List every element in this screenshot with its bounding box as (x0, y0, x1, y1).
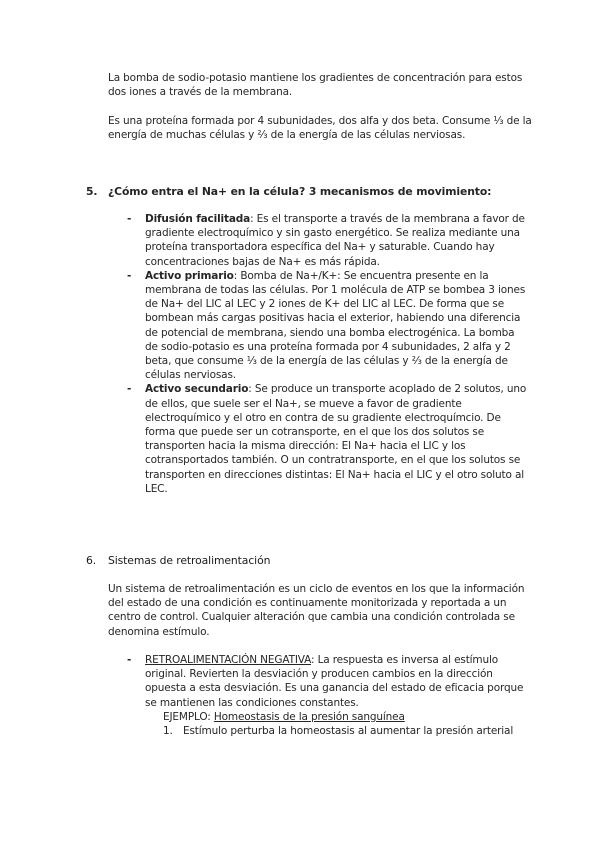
bullet-dash: - (127, 269, 132, 282)
section-6-heading (86, 553, 556, 568)
term-activo-secundario: Activo secundario (145, 383, 249, 396)
bullet-dash: - (127, 383, 132, 396)
item-text: : La respuesta es inversa al estímulo original. Revierten la desviación y producen cambios en la dirección opuesta a esta desviación. Es una ganancia del estado de eficacia porque se mantienen las condiciones constantes. (145, 654, 524, 709)
section-5-title: ¿Cómo entra el Na+ en la célula? 3 mecanismos de movimiento: (108, 185, 492, 198)
intro-paragraph-2: Es una proteína formada por 4 subunidades, dos alfa y dos beta. Consume ⅓ de la energía de muchas células y ⅔ de la energía de las células nerviosas. (108, 115, 532, 142)
example-title: Homeostasis de la presión sanguínea (213, 710, 405, 723)
step-item (145, 724, 529, 738)
term-difusion-facilitada: Difusión facilitada (145, 213, 251, 225)
example-line (145, 710, 529, 724)
section-6-number: 6. (86, 554, 97, 567)
step-text: Estímulo perturba la homeostasis al aumentar la presión arterial (183, 725, 514, 738)
term-retroalimentacion-negativa: RETROALIMENTACIÓN NEGATIVA (145, 654, 311, 666)
section-6-title: Sistemas de retroalimentación (108, 554, 271, 567)
bullet-dash: - (127, 213, 132, 225)
section-6-paragraph: Un sistema de retroalimentación es un ciclo de eventos en los que la información del estado de una condición es continuamente monitorizada y reportada a un centro de control. Cualquier alteración que cambia una condición controlada se denomina estímulo. (108, 583, 525, 638)
list-item (127, 653, 529, 738)
list-item (127, 212, 529, 269)
intro-paragraph-1: La bomba de sodio-potasio mantiene los gradientes de concentración para estos dos iones a través de la membrana. (108, 72, 523, 99)
section-5-heading (86, 184, 556, 199)
list-item (127, 269, 529, 383)
step-number: 1. (163, 725, 173, 738)
example-label: EJEMPLO: (163, 710, 214, 723)
item-text: : Es el transporte a través de la membrana a favor de gradiente electroquímico y sin gasto energético. Se realiza mediante una proteína transportadora específica del Na+ y saturable. Cuando hay concentraciones bajas de Na+ es más rápida. (145, 213, 525, 268)
example-steps (145, 724, 529, 738)
section-6-list (127, 653, 529, 738)
term-activo-primario: Activo primario (145, 269, 234, 282)
item-text: : Bomba de Na+/K+: Se encuentra presente en la membrana de todas las células. Por 1 molécula de ATP se bombea 3 iones de Na+ del LIC al LEC y 2 iones de K+ del LIC al LEC. De forma que se bombean más cargas positivas hacia el exterior, habiendo una diferencia de potencial de membrana, siendo una bomba electrogénica. La bomba de sodio-potasio es una proteína formada por 4 subunidades, 2 alfa y 2 beta, que consume ⅓ de la energía de las células y ⅔ de la energía de células nerviosas. (145, 269, 526, 382)
list-item (127, 382, 529, 496)
item-text: : Se produce un transporte acoplado de 2 solutos, uno de ellos, que suele ser el Na+, se mueve a favor de gradiente electroquímico y el otro en contra de su gradiente electroquímcio. De forma que puede ser un cotransporte, en el que los dos solutos se transporten hacia la misma dirección: El Na+ hacia el LIC y los cotransportados también. O un contratransporte, en el que los solutos se transporten en direcciones distintas: El Na+ hacia el LIC y el otro soluto al LEC. (145, 383, 527, 495)
section-5-list (127, 212, 529, 496)
bullet-dash: - (127, 654, 132, 666)
section-5-number: 5. (86, 185, 98, 198)
